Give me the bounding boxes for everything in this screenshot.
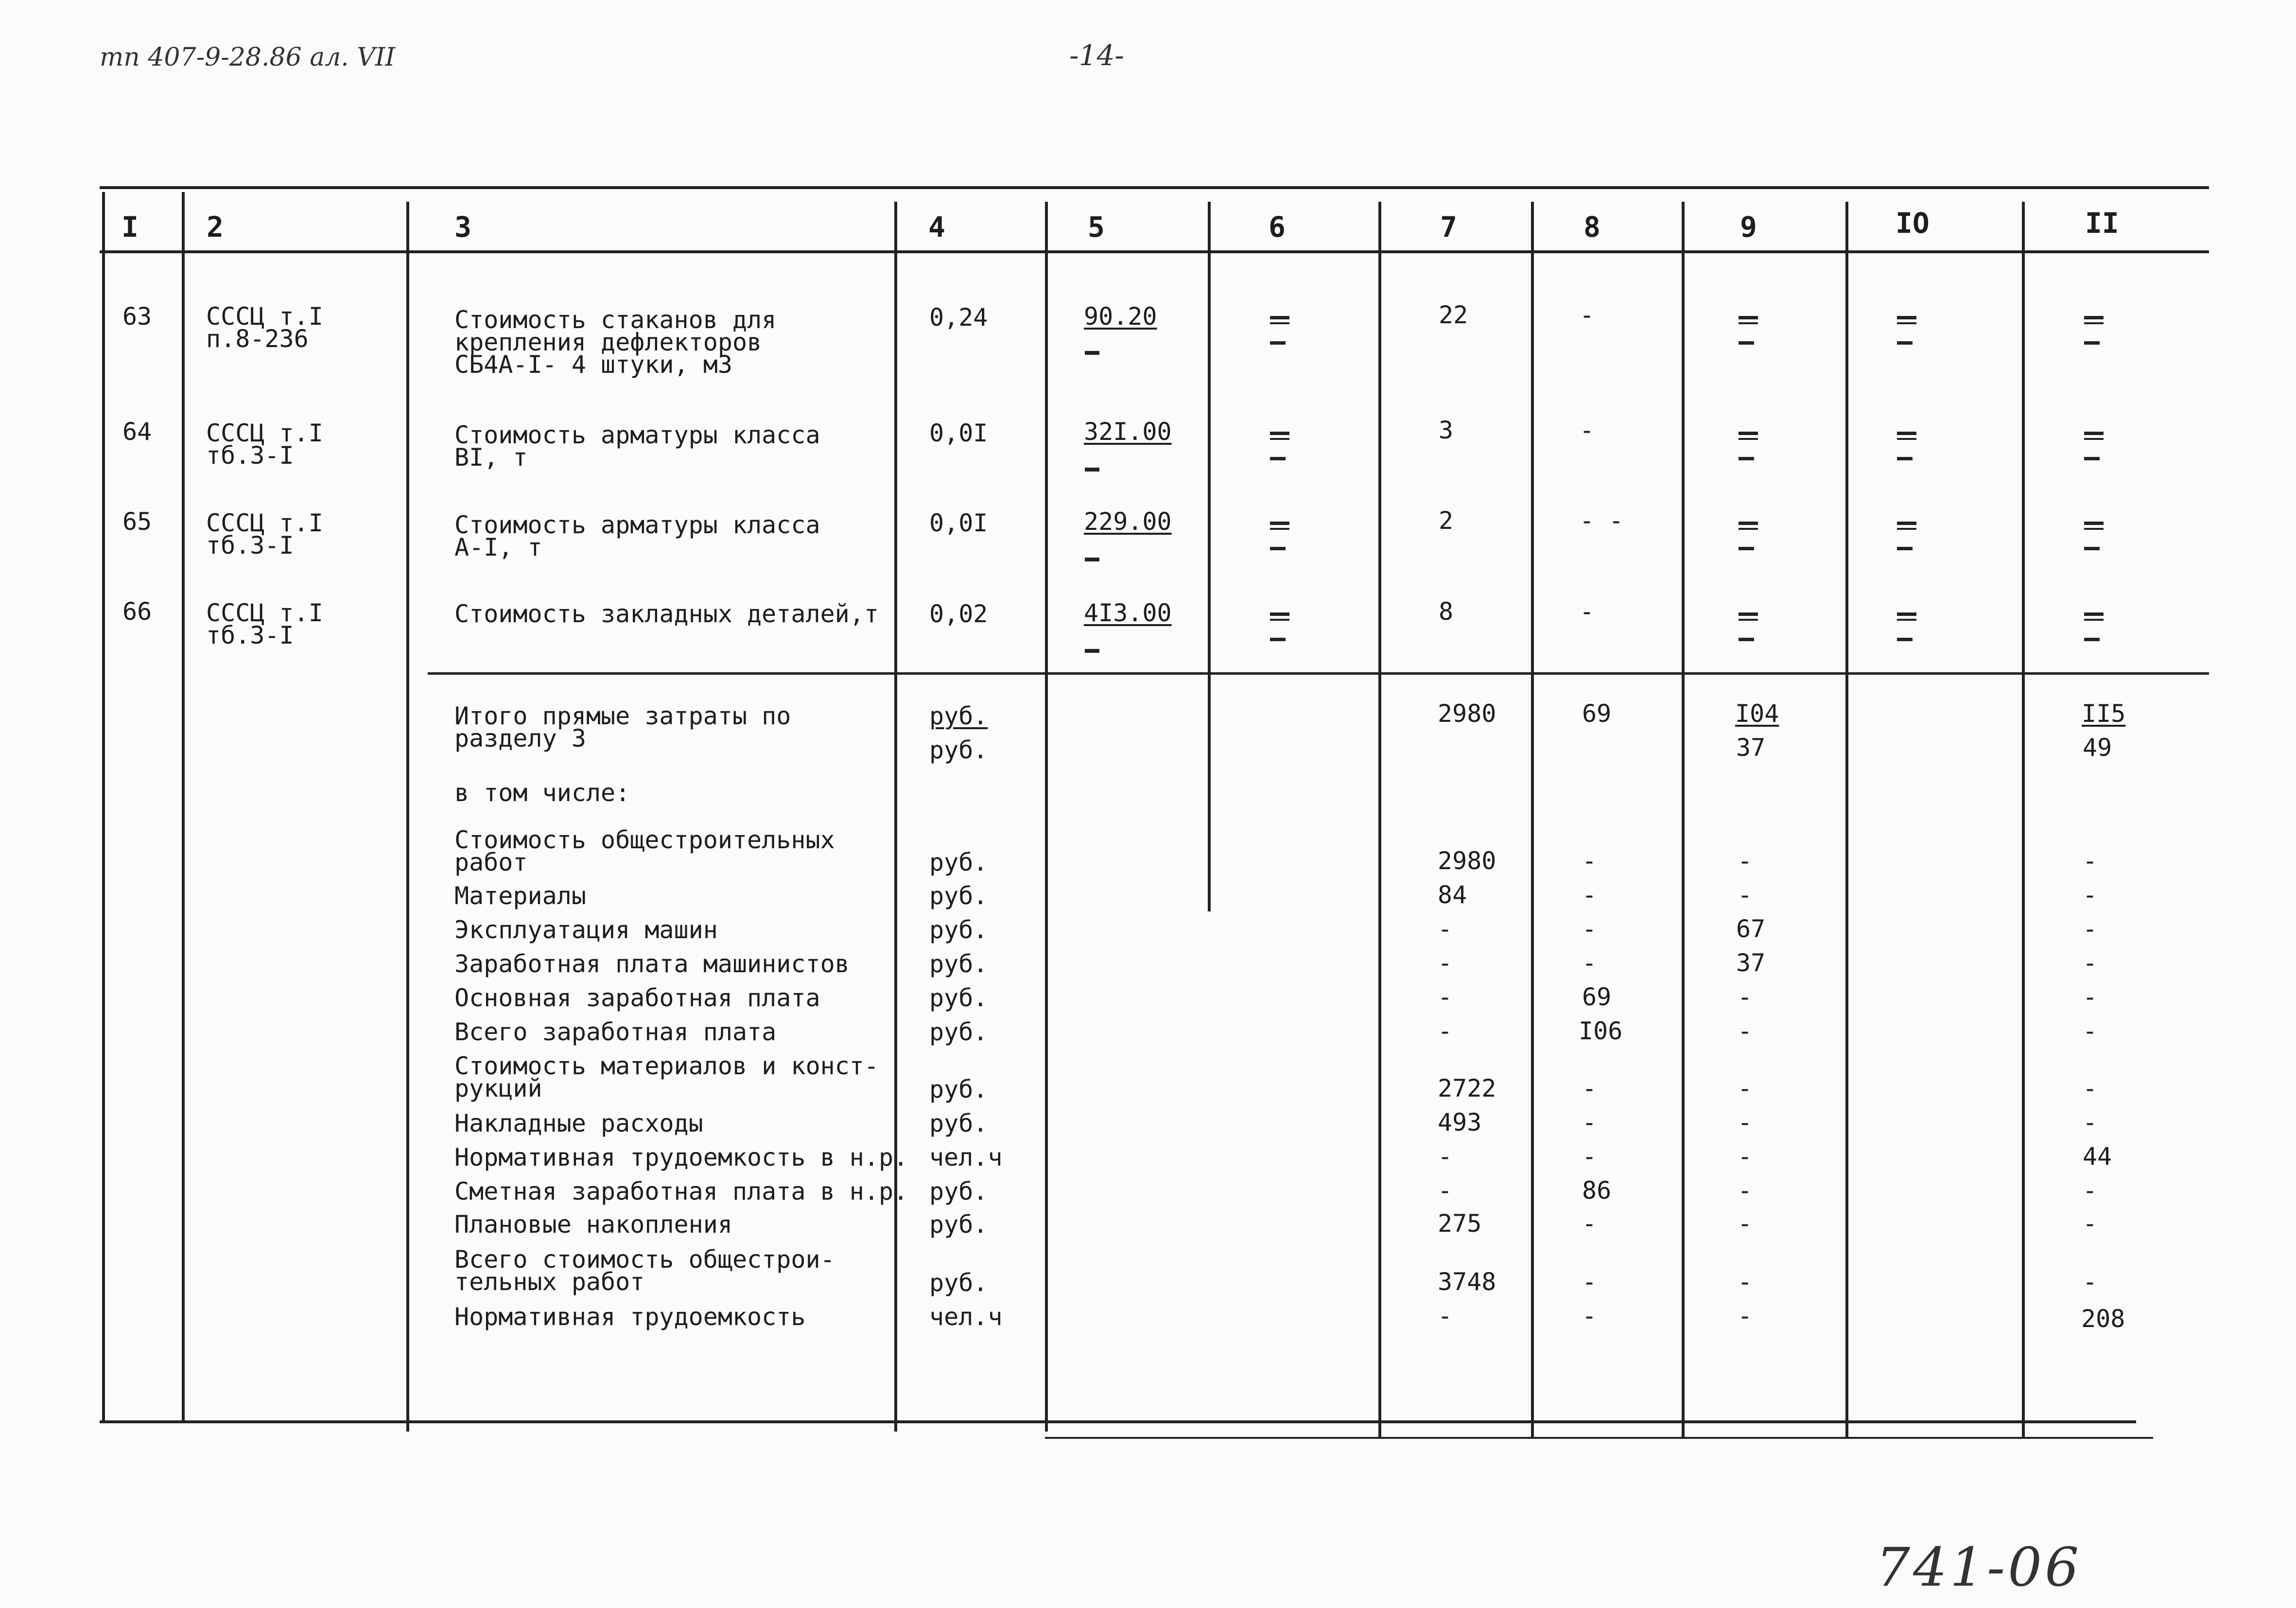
col-divider: [1682, 202, 1685, 1439]
col-divider: [182, 192, 185, 1422]
row-number: 63: [122, 302, 152, 331]
breakdown-col7: -: [1438, 1176, 1453, 1205]
breakdown-label: Сметная заработная плата в н.р.: [454, 1177, 908, 1206]
fraction-dash: [1739, 316, 1763, 345]
row-number: 64: [122, 418, 152, 446]
unit-price: 229.00: [1084, 507, 1172, 536]
breakdown-col8: I06: [1579, 1017, 1623, 1045]
breakdown-unit: руб.: [929, 1269, 988, 1297]
col7-value: 22: [1439, 301, 1468, 329]
breakdown-col9: -: [1738, 1108, 1753, 1136]
breakdown-unit: руб.: [929, 1109, 988, 1137]
quantity: 0,0I: [929, 419, 988, 447]
breakdown-unit: чел.ч: [929, 1303, 1003, 1331]
breakdown-col11: -: [2083, 1268, 2098, 1296]
breakdown-col7: -: [1438, 915, 1453, 943]
breakdown-col8: -: [1582, 1142, 1597, 1171]
breakdown-col7: -: [1438, 983, 1453, 1011]
col8-value: -: [1580, 597, 1595, 626]
dash: [1085, 348, 1099, 357]
column-header: I: [122, 210, 139, 244]
col-divider: [1208, 202, 1211, 911]
totals-col11-top: II5: [2082, 699, 2126, 728]
breakdown-col9: 67: [1736, 915, 1766, 943]
breakdown-col9: -: [1738, 1142, 1753, 1171]
breakdown-label: Плановые накопления: [454, 1210, 732, 1239]
breakdown-label: Нормативная трудоемкость в н.р.: [454, 1143, 908, 1171]
breakdown-col7: 3748: [1438, 1268, 1496, 1296]
totals-col9-bottom: 37: [1736, 734, 1766, 762]
breakdown-col7: 84: [1438, 881, 1467, 909]
breakdown-label: Всего стоимость общестрои-: [454, 1245, 835, 1274]
document-code: тп 407-9-28.86 ал. VII: [100, 43, 396, 72]
totals-col7: 2980: [1438, 699, 1496, 728]
fraction-dash: [1897, 522, 1921, 551]
breakdown-col11: -: [2083, 881, 2098, 909]
fraction-dash: [1739, 432, 1763, 461]
column-header: 4: [928, 210, 945, 244]
reference: СССЦ т.I: [206, 509, 323, 537]
fraction-dash: [1270, 612, 1294, 642]
dash: [1085, 464, 1099, 473]
breakdown-col9: -: [1738, 881, 1753, 909]
breakdown-unit: руб.: [929, 1075, 988, 1103]
table-bottom-rule: [100, 1420, 2136, 1423]
breakdown-col7: 2722: [1438, 1074, 1496, 1102]
breakdown-col9: -: [1738, 983, 1753, 1011]
totals-unit: руб.: [929, 736, 988, 764]
breakdown-col7: 275: [1438, 1209, 1482, 1238]
breakdown-col11: -: [2083, 1108, 2098, 1136]
breakdown-unit: руб.: [929, 916, 988, 944]
breakdown-col9: 37: [1736, 949, 1766, 977]
breakdown-col8: -: [1582, 1209, 1597, 1238]
breakdown-col7: -: [1438, 949, 1453, 977]
col-divider: [1531, 202, 1534, 1439]
subtotal-rule: [428, 672, 2209, 675]
breakdown-label: Эксплуатация машин: [454, 916, 718, 944]
reference: тб.3-I: [206, 621, 294, 649]
description: А-I, т: [454, 533, 542, 561]
col7-value: 3: [1439, 416, 1454, 444]
breakdown-col8: 69: [1582, 983, 1612, 1011]
fraction-dash: [1897, 612, 1921, 642]
description: Стоимость стаканов для: [454, 306, 777, 334]
breakdown-label: Нормативная трудоемкость: [454, 1303, 806, 1331]
col-divider: [102, 192, 105, 1422]
totals-col11-bottom: 49: [2083, 734, 2112, 762]
unit-price: 32I.00: [1084, 418, 1172, 446]
breakdown-col7: 493: [1438, 1108, 1482, 1136]
dash: [1085, 554, 1099, 563]
breakdown-label: рукций: [454, 1074, 542, 1102]
table-bottom-rule-lower: [1045, 1437, 2153, 1439]
totals-title: разделу 3: [454, 724, 586, 752]
fraction-dash: [1897, 432, 1921, 461]
col-divider: [406, 202, 409, 1432]
col7-value: 2: [1439, 507, 1454, 535]
breakdown-col9: -: [1738, 1302, 1753, 1330]
quantity: 0,02: [929, 600, 988, 628]
fraction-dash: [1270, 522, 1294, 551]
breakdown-col7: 2980: [1438, 847, 1496, 875]
breakdown-label: Накладные расходы: [454, 1109, 703, 1137]
breakdown-label: Материалы: [454, 882, 586, 910]
col7-value: 8: [1439, 597, 1454, 626]
breakdown-unit: руб.: [929, 984, 988, 1012]
breakdown-unit: руб.: [929, 1018, 988, 1046]
reference: тб.3-I: [206, 531, 294, 559]
breakdown-col11: 44: [2083, 1142, 2112, 1171]
unit-price: 90.20: [1084, 302, 1157, 331]
column-header: II: [2085, 207, 2119, 240]
fraction-dash: [1270, 432, 1294, 461]
breakdown-col9: -: [1738, 1176, 1753, 1205]
fraction-dash: [1739, 522, 1763, 551]
breakdown-label: Заработная плата машинистов: [454, 950, 850, 978]
totals-col9-top: I04: [1735, 699, 1779, 728]
breakdown-col9: -: [1738, 847, 1753, 875]
breakdown-unit: руб.: [929, 1177, 988, 1206]
breakdown-label: Стоимость материалов и конст-: [454, 1052, 879, 1080]
breakdown-col7: -: [1438, 1142, 1453, 1171]
breakdown-col11: -: [2083, 983, 2098, 1011]
header-bottom-rule: [100, 250, 2209, 253]
column-header: 5: [1088, 210, 1105, 244]
including-label: в том числе:: [454, 779, 630, 807]
breakdown-label: Всего заработная плата: [454, 1018, 777, 1046]
fraction-dash: [2084, 522, 2108, 551]
breakdown-label: Стоимость общестроительных: [454, 826, 835, 854]
column-header: 6: [1269, 210, 1286, 244]
reference: СССЦ т.I: [206, 599, 323, 627]
reference: СССЦ т.I: [206, 302, 323, 331]
fraction-dash: [2084, 612, 2108, 642]
breakdown-col11: -: [2083, 1176, 2098, 1205]
archive-stamp: 741-06: [1876, 1536, 2082, 1598]
breakdown-col8: -: [1582, 1268, 1597, 1296]
col-divider: [2022, 202, 2025, 1439]
breakdown-col8: -: [1582, 915, 1597, 943]
column-header: IO: [1896, 207, 1930, 240]
breakdown-col9: -: [1738, 1074, 1753, 1102]
dash: [1085, 646, 1099, 655]
reference: тб.3-I: [206, 441, 294, 470]
col8-value: -: [1580, 416, 1595, 444]
col8-value: -: [1580, 301, 1595, 329]
breakdown-col11: -: [2083, 847, 2098, 875]
fraction-dash: [2084, 316, 2108, 345]
description: СБ4А-I- 4 штуки, м3: [454, 350, 732, 379]
breakdown-col8: -: [1582, 1302, 1597, 1330]
breakdown-col11: -: [2083, 949, 2098, 977]
unit-price: 4I3.00: [1084, 599, 1172, 627]
breakdown-col9: -: [1738, 1017, 1753, 1045]
breakdown-col11: -: [2083, 1074, 2098, 1102]
description: крепления дефлекторов: [454, 328, 762, 356]
totals-col8: 69: [1582, 699, 1612, 728]
breakdown-col9: -: [1738, 1268, 1753, 1296]
fraction-dash: [1270, 316, 1294, 345]
fraction-dash: [2084, 432, 2108, 461]
fraction-dash: [1897, 316, 1921, 345]
breakdown-col11: -: [2083, 1209, 2098, 1238]
breakdown-col9: -: [1738, 1209, 1753, 1238]
breakdown-label: тельных работ: [454, 1268, 645, 1296]
breakdown-col8: -: [1582, 1074, 1597, 1102]
col-divider: [1378, 202, 1381, 1439]
totals-title: Итого прямые затраты по: [454, 702, 791, 730]
row-number: 65: [122, 507, 152, 536]
breakdown-col8: 86: [1582, 1176, 1612, 1205]
breakdown-col11: 208: [2081, 1305, 2125, 1333]
breakdown-unit: руб.: [929, 950, 988, 978]
column-header: 2: [207, 210, 224, 244]
description: Стоимость арматуры класса: [454, 421, 820, 449]
quantity: 0,24: [929, 303, 988, 332]
breakdown-unit: руб.: [929, 882, 988, 910]
description: Стоимость закладных деталей,т: [454, 600, 879, 628]
breakdown-col7: -: [1438, 1302, 1453, 1330]
breakdown-col11: -: [2083, 1017, 2098, 1045]
breakdown-col11: -: [2083, 915, 2098, 943]
breakdown-unit: чел.ч: [929, 1143, 1003, 1171]
page-number: -14-: [1069, 39, 1124, 72]
column-header: 8: [1583, 210, 1600, 244]
breakdown-unit: руб.: [929, 1210, 988, 1239]
row-number: 66: [122, 597, 152, 626]
column-header: 3: [454, 210, 471, 244]
breakdown-col8: -: [1582, 1108, 1597, 1136]
col8-value: - -: [1580, 507, 1624, 535]
reference: п.8-236: [206, 325, 309, 353]
breakdown-col8: -: [1582, 949, 1597, 977]
column-header: 9: [1740, 210, 1757, 244]
quantity: 0,0I: [929, 509, 988, 537]
description: Стоимость арматуры класса: [454, 511, 820, 539]
col-divider: [1045, 202, 1048, 1432]
breakdown-col7: -: [1438, 1017, 1453, 1045]
breakdown-col8: -: [1582, 881, 1597, 909]
column-header: 7: [1440, 210, 1457, 244]
table-top-rule: [100, 186, 2209, 189]
breakdown-label: Основная заработная плата: [454, 984, 820, 1012]
breakdown-col8: -: [1582, 847, 1597, 875]
totals-unit: руб.: [929, 702, 988, 730]
col-divider: [1845, 202, 1848, 1439]
breakdown-label: работ: [454, 848, 528, 876]
fraction-dash: [1739, 612, 1763, 642]
breakdown-unit: руб.: [929, 848, 988, 876]
reference: СССЦ т.I: [206, 419, 323, 447]
description: BI, т: [454, 443, 528, 472]
col-divider: [894, 202, 897, 1432]
